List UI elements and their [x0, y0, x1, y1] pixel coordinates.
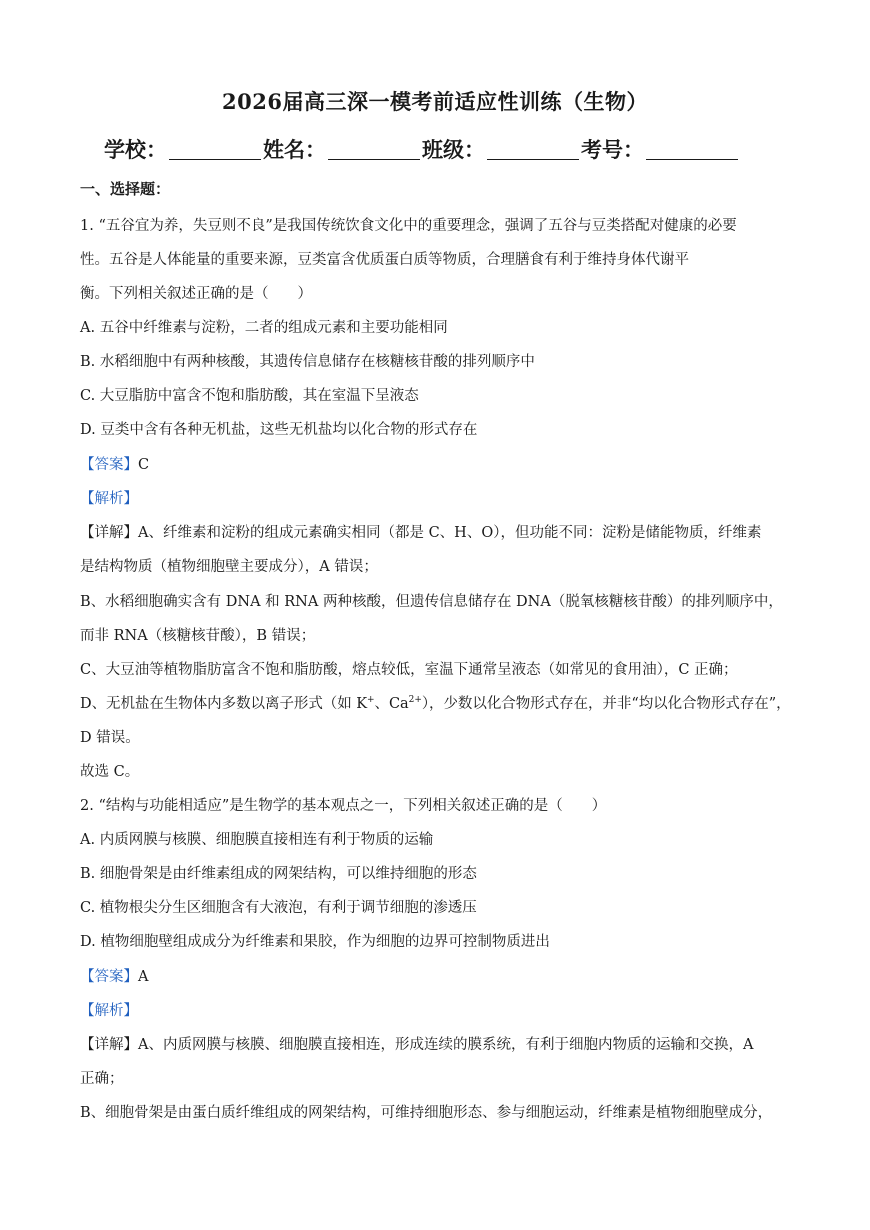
q1-answer — [80, 455, 149, 475]
q2-detail-line-3: B、细胞骨架是由蛋白质纤维组成的网架结构，可维持细胞形态、参与细胞运动，纤维素是植物细胞壁成分， — [80, 1105, 773, 1121]
q1-conclusion: 故选 C。 — [80, 764, 140, 780]
q2-stem: 2. “结构与功能相适应”是生物学的基本观点之一，下列相关叙述正确的是（ ） — [80, 798, 607, 814]
q1-stem-line-3: 衡。下列相关叙述正确的是（ ） — [80, 286, 312, 302]
q1-detail-6-mid: 、Ca — [374, 696, 409, 712]
section-heading: 一、选择题： — [80, 180, 171, 198]
school-label: 学校： — [104, 137, 167, 162]
q2-analysis-label: 【解析】 — [80, 1003, 138, 1019]
q2-option-d: D. 植物细胞壁组成成分为纤维素和果胶，作为细胞的边界可控制物质进出 — [80, 934, 550, 950]
exam-no-label: 考号： — [581, 137, 644, 162]
q2-option-a: A. 内质网膜与核膜、细胞膜直接相连有利于物质的运输 — [80, 832, 434, 848]
q1-detail-line-3: B、水稻细胞确实含有 DNA 和 RNA 两种核酸，但遗传信息储存在 DNA（脱氧核糖核苷酸）的排列顺序中， — [80, 594, 783, 610]
q2-detail-line-2: 正确； — [80, 1071, 124, 1087]
q1-option-d: D. 豆类中含有各种无机盐，这些无机盐均以化合物的形式存在 — [80, 422, 478, 438]
q1-detail-line-5: C、大豆油等植物脂肪富含不饱和脂肪酸，熔点较低，室温下通常呈液态（如常见的食用油），C 正确； — [80, 662, 738, 678]
q1-option-b: B. 水稻细胞中有两种核酸，其遗传信息储存在核糖核苷酸的排列顺序中 — [80, 354, 535, 370]
school-blank[interactable] — [169, 159, 261, 160]
q1-answer-value: C — [138, 457, 150, 473]
q2-answer — [80, 967, 148, 987]
name-blank[interactable] — [328, 159, 420, 160]
class-blank[interactable] — [487, 159, 579, 160]
name-label: 姓名： — [263, 137, 326, 162]
q1-stem-line-2: 性。五谷是人体能量的重要来源，豆类富含优质蛋白质等物质，合理膳食有利于维持身体代谢平 — [80, 252, 689, 268]
q1-analysis-label: 【解析】 — [80, 491, 138, 507]
page-title: 2026届高三深一模考前适应性训练（生物） — [222, 89, 648, 114]
q2-answer-value: A — [138, 969, 149, 985]
q1-option-c: C. 大豆脂肪中富含不饱和脂肪酸，其在室温下呈液态 — [80, 388, 419, 404]
q1-detail-6-sup-k: + — [367, 695, 375, 706]
q1-answer-label: 【答案】 — [80, 457, 138, 473]
q1-stem-line-1: 1. “五谷宜为养，失豆则不良”是我国传统饮食文化中的重要理念，强调了五谷与豆类搭配对健康的必要 — [80, 218, 737, 234]
q1-detail-6-sup-ca: 2+ — [408, 695, 422, 706]
q1-detail-line-2: 是结构物质（植物细胞壁主要成分），A 错误； — [80, 559, 378, 575]
q2-option-c: C. 植物根尖分生区细胞含有大液泡，有利于调节细胞的渗透压 — [80, 900, 477, 916]
exam-no-blank[interactable] — [646, 159, 738, 160]
q1-detail-6-post: ），少数以化合物形式存在，并非“均以化合物形式存在”， — [421, 696, 791, 712]
q1-detail-line-1 — [80, 523, 761, 543]
q2-answer-label: 【答案】 — [80, 969, 138, 985]
q1-detail-line-6 — [80, 694, 791, 714]
q2-detail-line-1 — [80, 1035, 753, 1055]
q1-detail-label: 【详解】 — [80, 525, 138, 541]
q1-detail-text-1: A、纤维素和淀粉的组成元素确实相同（都是 C、H、O），但功能不同：淀粉是储能物质，纤维素 — [138, 525, 762, 541]
q1-option-a: A. 五谷中纤维素与淀粉，二者的组成元素和主要功能相同 — [80, 320, 448, 336]
q2-option-b: B. 细胞骨架是由纤维素组成的网架结构，可以维持细胞的形态 — [80, 866, 477, 882]
q1-detail-line-7: D 错误。 — [80, 730, 140, 746]
q1-detail-line-4: 而非 RNA（核糖核苷酸），B 错误； — [80, 628, 316, 644]
q1-detail-6-pre: D、无机盐在生物体内多数以离子形式（如 K — [80, 696, 368, 712]
student-info-row — [104, 134, 740, 164]
class-label: 班级： — [422, 137, 485, 162]
q2-detail-label: 【详解】 — [80, 1037, 138, 1053]
q2-detail-text-1: A、内质网膜与核膜、细胞膜直接相连，形成连续的膜系统，有利于细胞内物质的运输和交换，A — [138, 1037, 754, 1053]
